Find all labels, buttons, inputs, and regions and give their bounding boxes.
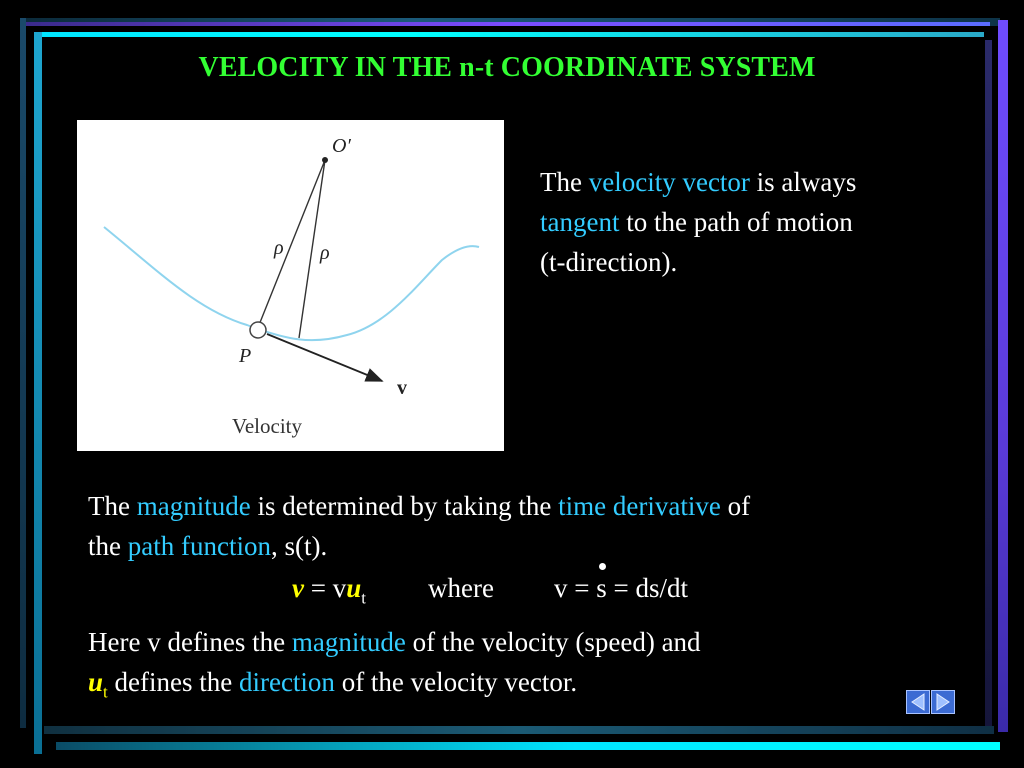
velocity-diagram	[77, 120, 504, 451]
p3-text-4: of the velocity vector.	[334, 667, 578, 697]
next-slide-button[interactable]	[931, 690, 955, 714]
frame-bottom-dark-bar	[44, 726, 994, 734]
velocity-vector	[267, 334, 382, 381]
p2-text-3: of	[720, 491, 751, 521]
p3-text-2: of the velocity (speed) and	[405, 627, 701, 657]
p3-text-1: Here v defines the	[88, 627, 292, 657]
p2-text-5: , s(t).	[270, 531, 328, 561]
point-label: P	[239, 345, 252, 367]
eq-s-symbol: s	[596, 573, 607, 603]
p2-text-4: the	[88, 531, 128, 561]
eq-s-dot	[596, 568, 607, 608]
slide-title: VELOCITY IN THE n-t COORDINATE SYSTEM	[198, 52, 816, 83]
eq-equals-v: = v	[303, 573, 347, 603]
frame-left-cyan-bar	[34, 32, 42, 754]
particle-point	[250, 322, 266, 338]
eq-v-vector: v	[292, 573, 304, 603]
vector-label: v	[397, 377, 407, 399]
radius-label-1: ρ	[274, 237, 284, 259]
p2-text-1: The	[88, 491, 137, 521]
velocity-equation	[292, 568, 366, 618]
radius-label-2: ρ	[320, 242, 330, 264]
p1-highlight-velocity-vector: velocity vector	[588, 167, 750, 197]
frame-top-violet-bar	[22, 22, 990, 26]
frame-bottom-cyan-bar	[56, 742, 1000, 750]
p1-text-2: is always	[749, 167, 857, 197]
p2-highlight-time-derivative: time derivative	[558, 491, 721, 521]
velocity-figure	[77, 120, 504, 451]
eq-u-subscript: t	[361, 588, 366, 608]
eq-s-dot-dot	[599, 563, 606, 570]
p3-highlight-direction: direction	[238, 667, 335, 697]
p2-text-2: is determined by taking the	[250, 491, 559, 521]
frame-top-cyan-bar	[34, 32, 984, 37]
eq-rhs-v: v =	[554, 573, 597, 603]
origin-label: O′	[332, 135, 351, 157]
eq-where: where	[428, 573, 494, 603]
figure-caption: Velocity	[232, 414, 302, 438]
p3-highlight-magnitude: magnitude	[291, 627, 406, 657]
magnitude-paragraph	[88, 486, 948, 566]
p3-text-3: defines the	[107, 667, 239, 697]
p1-text-4: (t-direction).	[540, 247, 678, 277]
p1-text-3: to the path of motion	[619, 207, 853, 237]
p1-highlight-tangent: tangent	[540, 207, 620, 237]
center-point	[322, 157, 328, 163]
frame-right-dark-bar	[985, 40, 992, 730]
frame-left-dark-bar	[20, 18, 26, 728]
p2-highlight-magnitude: magnitude	[136, 491, 251, 521]
p3-u-vector: u	[88, 667, 104, 697]
triangle-left-icon	[907, 691, 929, 713]
triangle-right-icon	[932, 691, 954, 713]
previous-slide-button[interactable]	[906, 690, 930, 714]
eq-rhs-end: = ds/dt	[606, 573, 688, 603]
definition-paragraph	[88, 622, 948, 712]
eq-u-vector: u	[346, 573, 362, 603]
p1-text-1: The	[540, 167, 589, 197]
radius-line-1	[259, 160, 325, 325]
p3-u-subscript: t	[103, 682, 108, 702]
eq-rhs	[554, 568, 688, 608]
p2-highlight-path-function: path function	[127, 531, 271, 561]
frame-right-violet-bar	[998, 20, 1008, 732]
velocity-tangent-paragraph	[540, 162, 960, 282]
